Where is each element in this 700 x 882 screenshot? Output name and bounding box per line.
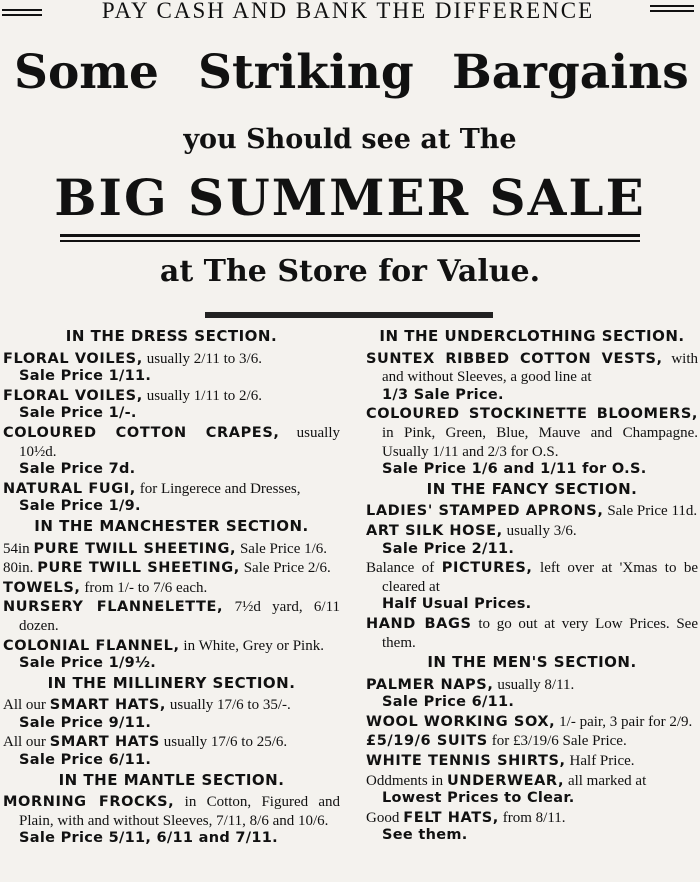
listing-prefix: All our (3, 734, 46, 751)
listing-text (3, 579, 340, 598)
product-description: usually 3/6. (506, 522, 577, 539)
listing-item (366, 405, 698, 478)
product-description: with and without Sleeves, a good line at (382, 350, 699, 386)
product-description: usually 1/11 to 2/6. (146, 387, 262, 404)
product-description: in Cotton, Figured and Plain, with and without Sleeves, 7/11, 8/6 and 10/6. (19, 794, 341, 829)
listing-text (366, 405, 698, 461)
product-description: for Lingerece and Dresses, (139, 480, 301, 497)
title-underline (60, 234, 640, 242)
listing-item (366, 615, 698, 652)
product-name: WOOL WORKING SOX, (366, 713, 556, 730)
listing-prefix: 54in (3, 540, 30, 557)
sale-price: Sale Price 6/11. (382, 694, 515, 711)
listing-text (366, 522, 698, 541)
product-description: Sale Price 11d. (607, 503, 698, 520)
sale-title: BIG SUMMER SALE (54, 168, 646, 227)
sale-price: Sale Price 5/11, 6/11 and 7/11. (19, 830, 278, 847)
sale-price: Sale Price 2/11. (382, 540, 515, 557)
product-description: from 8/11. (502, 809, 566, 826)
sale-price: Sale Price 7d. (19, 461, 136, 478)
product-description: for £3/19/6 Sale Price. (491, 733, 627, 750)
listing-prefix: Balance of (366, 560, 435, 577)
listing-item (3, 424, 340, 479)
section-heading: IN THE MILLINERY SECTION. (47, 673, 296, 692)
product-name: FLORAL VOILES, (3, 387, 143, 404)
product-description: usually 10½d. (19, 424, 340, 460)
sale-price: Sale Price 6/11. (19, 752, 152, 769)
listing-text (366, 559, 698, 596)
subheading-see-at: you Should see at The (183, 124, 517, 155)
listing-item (366, 350, 698, 405)
listing-text (3, 424, 340, 461)
listing-text (366, 772, 698, 791)
listing-text (366, 676, 698, 695)
sale-price: See them. (382, 827, 468, 844)
product-name: SMART HATS (49, 734, 160, 751)
headline (0, 45, 700, 115)
listing-item (3, 793, 340, 848)
product-name: NATURAL FUGI, (3, 480, 136, 497)
product-description: to go out at very Low Prices. See them. (382, 615, 698, 651)
motto-text: PAY CASH AND BANK THE DIFFERENCE (101, 0, 595, 23)
product-description: in Pink, Green, Blue, Mauve and Champagne. Usually 1/11 and 2/3 for O.S. (382, 424, 698, 460)
motto-rule-right (650, 5, 694, 12)
sale-price: 1/3 Sale Price. (382, 386, 504, 403)
product-name: LADIES' STAMPED APRONS, (366, 503, 604, 520)
listing-item (366, 772, 698, 808)
listing-item (366, 676, 698, 712)
headline-word: Some (14, 45, 159, 100)
product-name: £5/19/6 SUITS (366, 733, 488, 750)
sale-price: Sale Price 1/9½. (19, 655, 157, 672)
product-name: PURE TWILL SHEETING, (37, 560, 240, 577)
sale-price: Sale Price 9/11. (19, 714, 152, 731)
listing-prefix: All our (3, 697, 46, 714)
section-heading: IN THE FANCY SECTION. (426, 479, 638, 498)
listing-item (366, 732, 698, 751)
product-description: left over at 'Xmas to be cleared at (382, 560, 699, 595)
listing-item (3, 387, 340, 423)
section-heading: IN THE UNDERCLOTHING SECTION. (379, 327, 685, 345)
product-name: PURE TWILL SHEETING, (33, 540, 237, 557)
product-name: COLOURED COTTON CRAPES, (3, 424, 280, 441)
product-name: FLORAL VOILES, (3, 350, 143, 367)
motto-rule-left (2, 9, 42, 16)
listing-text (366, 732, 698, 751)
section-heading: IN THE MANTLE SECTION. (58, 770, 285, 789)
listing-item (3, 540, 340, 559)
product-description: Sale Price 1/6. (239, 540, 328, 557)
listing-item (3, 637, 340, 673)
listing-item (366, 752, 698, 771)
sale-price: Half Usual Prices. (382, 596, 532, 613)
listing-item (3, 559, 340, 578)
product-description: usually 17/6 to 25/6. (163, 734, 288, 751)
section-heading: IN THE MANCHESTER SECTION. (34, 516, 309, 535)
listing-text (366, 713, 698, 732)
listing-text (366, 502, 698, 521)
product-description: Sale Price 2/6. (243, 560, 331, 577)
divider-bar (205, 312, 493, 318)
listing-prefix: 80in. (3, 560, 34, 577)
listing-text (366, 615, 698, 652)
listing-text (366, 752, 698, 771)
listing-prefix: Good (366, 809, 400, 826)
product-name: MORNING FROCKS, (3, 794, 175, 811)
listing-item (366, 502, 698, 521)
listing-item (366, 713, 698, 732)
listing-text (3, 637, 340, 656)
product-name: NURSERY FLANNELETTE, (3, 599, 224, 616)
product-name: WHITE TENNIS SHIRTS, (366, 753, 566, 770)
sale-price: Sale Price 1/9. (19, 498, 141, 515)
product-name: COLONIAL FLANNEL, (3, 637, 180, 654)
product-description: usually 8/11. (497, 676, 575, 693)
listing-item (366, 522, 698, 558)
listing-text (3, 598, 340, 635)
right-column (366, 326, 698, 846)
section-heading: IN THE DRESS SECTION. (65, 327, 278, 345)
listing-item (3, 350, 340, 386)
headline-word: Striking (198, 45, 414, 100)
product-description: usually 17/6 to 35/-. (169, 697, 291, 714)
product-name: SMART HATS, (49, 697, 167, 714)
listing-text (3, 793, 340, 830)
product-name: SUNTEX RIBBED COTTON VESTS, (366, 350, 663, 367)
listing-item (3, 696, 340, 732)
listing-item (3, 480, 340, 516)
sale-price: Lowest Prices to Clear. (382, 790, 575, 807)
product-description: from 1/- to 7/6 each. (84, 579, 208, 596)
product-name: TOWELS, (3, 579, 81, 596)
listing-text (3, 350, 340, 369)
product-description: Half Price. (569, 753, 635, 770)
product-description: 7½d yard, 6/11 dozen. (19, 599, 341, 634)
product-description: in White, Grey or Pink. (183, 637, 324, 654)
listing-text (366, 350, 698, 387)
product-name: FELT HATS, (403, 809, 499, 826)
listing-text (3, 696, 340, 715)
product-description: all marked at (567, 772, 647, 789)
listing-item (3, 733, 340, 769)
sale-price: Sale Price 1/11. (19, 368, 152, 385)
product-description: 1/- pair, 3 pair for 2/9. (559, 713, 693, 730)
listing-item (366, 559, 698, 614)
listing-item (3, 598, 340, 635)
listing-text (3, 733, 340, 752)
product-name: PICTURES, (441, 560, 533, 577)
product-name: HAND BAGS (366, 615, 472, 632)
left-column (3, 326, 340, 849)
listing-item (366, 809, 698, 845)
listing-text (3, 559, 340, 578)
subheading-store: at The Store for Value. (159, 254, 541, 289)
listing-item (3, 579, 340, 598)
listing-text (366, 809, 698, 828)
product-name: UNDERWEAR, (446, 772, 565, 789)
listing-prefix: Oddments in (366, 772, 444, 789)
motto-bar (0, 0, 700, 30)
sale-price: Sale Price 1/6 and 1/11 for O.S. (382, 461, 647, 478)
sale-price: Sale Price 1/-. (19, 405, 137, 422)
product-name: ART SILK HOSE, (366, 522, 503, 539)
headline-word: Bargains (452, 45, 689, 100)
product-description: usually 2/11 to 3/6. (146, 350, 262, 367)
product-name: COLOURED STOCKINETTE BLOOMERS, (366, 406, 698, 423)
product-name: PALMER NAPS, (366, 676, 494, 693)
section-heading: IN THE MEN'S SECTION. (427, 653, 637, 672)
listing-text (3, 480, 340, 499)
listing-text (3, 540, 340, 559)
listing-text (3, 387, 340, 406)
